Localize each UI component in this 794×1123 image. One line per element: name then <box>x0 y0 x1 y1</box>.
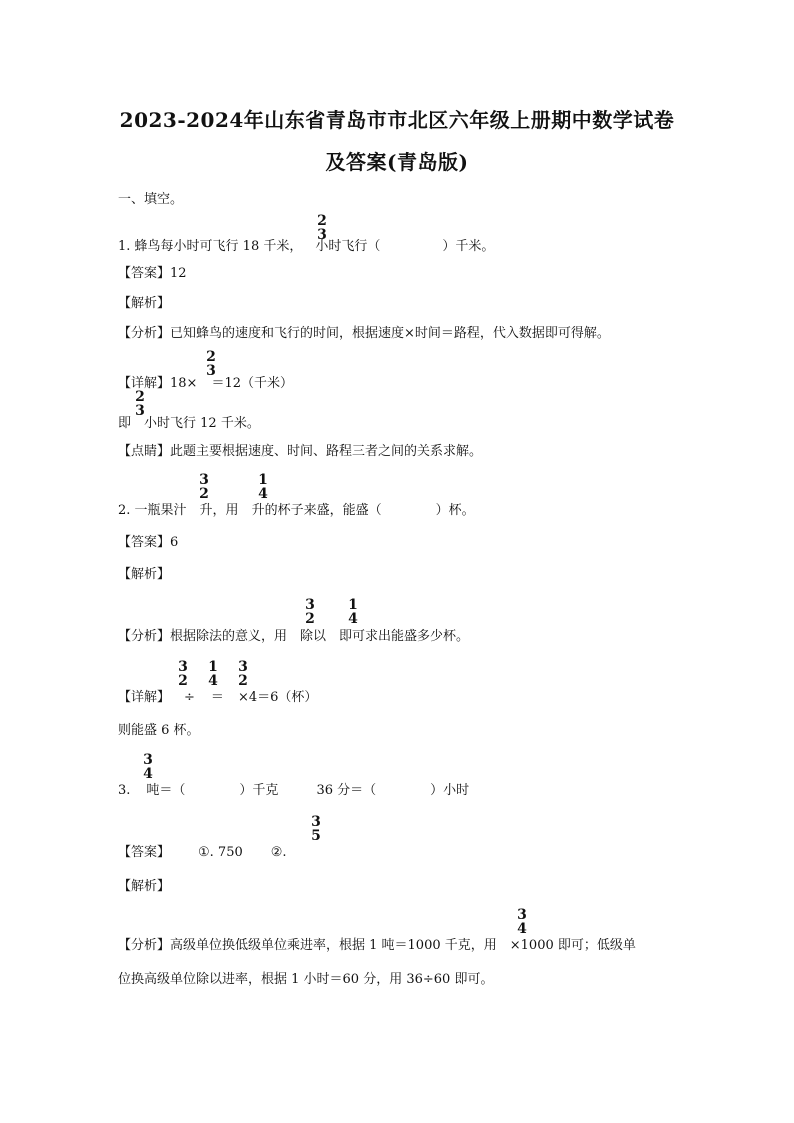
q3-text-b: ）千克 <box>239 783 279 798</box>
q1-text-pre: 1. 蜂鸟每小时可飞行 18 千米， <box>118 239 303 254</box>
q2-fenxi <box>118 625 469 644</box>
q2-question <box>118 499 475 518</box>
q2-fraction-2 <box>257 473 269 501</box>
frac-numerator: 2 <box>135 389 145 405</box>
q1-xiangjie-pre: 【详解】18× <box>118 376 198 391</box>
q3-question <box>118 779 469 798</box>
q1-jiexi: 【解析】 <box>118 296 171 311</box>
frac-denominator: 4 <box>208 673 218 689</box>
q3-text-d: ）小时 <box>430 783 470 798</box>
q3-answer-2: ②. <box>270 845 287 860</box>
frac-numerator: 2 <box>317 213 327 229</box>
q2-fenxi-pre: 【分析】根据除法的意义，用 <box>118 629 288 644</box>
q2-text-mid: 升，用 <box>199 503 239 518</box>
frac-denominator: 3 <box>135 403 145 419</box>
q1-xiangjie-post: ＝12（千米） <box>211 376 293 391</box>
frac-denominator: 2 <box>178 673 188 689</box>
q3-fenxi-pre: 【分析】高级单位换低级单位乘进率，根据 1 吨＝1000 千克，用 <box>118 938 497 953</box>
frac-denominator: 4 <box>258 486 268 502</box>
doc-title-line2: 及答案(青岛版) <box>325 150 469 174</box>
frac-denominator: 4 <box>517 921 527 937</box>
frac-denominator: 3 <box>206 363 216 379</box>
q1-fenxi: 【分析】已知蜂鸟的速度和飞行的时间，根据速度×时间＝路程，代入数据即可得解。 <box>118 326 610 341</box>
frac-numerator: 3 <box>517 907 527 923</box>
q2-eq-sign: ＝ <box>210 690 224 705</box>
q2-ze: 则能盛 6 杯。 <box>118 723 200 738</box>
q3-answer <box>118 841 287 860</box>
frac-numerator: 1 <box>208 659 218 675</box>
frac-numerator: 3 <box>143 752 153 768</box>
q1-answer: 【答案】12 <box>118 266 187 281</box>
frac-denominator: 4 <box>143 766 153 782</box>
q2-jiexi: 【解析】 <box>118 567 171 582</box>
frac-denominator: 3 <box>317 227 327 243</box>
frac-numerator: 1 <box>348 597 358 613</box>
frac-denominator: 2 <box>305 611 315 627</box>
frac-denominator: 2 <box>199 486 209 502</box>
q3-text-c: 36 分＝（ <box>316 783 377 798</box>
q2-fraction-1 <box>198 473 210 501</box>
q2-xiangjie-post: ×4＝6（杯） <box>237 690 318 705</box>
q3-text-a: 吨＝（ <box>146 783 186 798</box>
frac-numerator: 2 <box>206 349 216 365</box>
frac-denominator: 2 <box>238 673 248 689</box>
q3-jiexi: 【解析】 <box>118 879 171 894</box>
q3-fenxi-fraction <box>516 908 528 936</box>
doc-title-line1: 2023-2024年山东省青岛市市北区六年级上册期中数学试卷 <box>119 108 675 132</box>
q2-xiangjie-fraction-1 <box>177 660 189 688</box>
q3-answer-1: ①. 750 <box>198 845 243 860</box>
q1-question <box>118 235 494 254</box>
q1-dianjing: 【点睛】此题主要根据速度、时间、路程三者之间的关系求解。 <box>118 444 483 459</box>
q2-text-end: ）杯。 <box>435 503 475 518</box>
q2-xiangjie-pre: 【详解】 <box>118 690 171 705</box>
q3-fenxi <box>118 934 636 953</box>
q2-fenxi-mid: 除以 <box>300 629 327 644</box>
frac-numerator: 1 <box>258 472 268 488</box>
q1-text-post: 小时飞行（ <box>315 239 381 254</box>
section-heading: 一、填空。 <box>118 192 184 207</box>
q2-xiangjie-fraction-3 <box>237 660 249 688</box>
q3-fenxi-line2: 位换高级单位除以进率，根据 1 小时＝60 分，用 36÷60 即可。 <box>118 972 494 987</box>
frac-denominator: 5 <box>311 828 321 844</box>
q2-fenxi-fraction-1 <box>304 598 316 626</box>
q3-answer-fraction <box>310 815 322 843</box>
q2-xiangjie-fraction-2 <box>207 660 219 688</box>
frac-numerator: 3 <box>311 814 321 830</box>
q1-ji-post: 小时飞行 12 千米。 <box>144 416 260 431</box>
q1-ji-fraction <box>134 390 146 418</box>
q1-xiangjie-fraction <box>205 350 217 378</box>
q1-ji-pre: 即 <box>118 416 132 431</box>
q3-fraction <box>142 753 154 781</box>
q3-answer-label: 【答案】 <box>118 845 171 860</box>
frac-numerator: 3 <box>199 472 209 488</box>
q2-fenxi-post: 即可求出能盛多少杯。 <box>339 629 470 644</box>
q1-fraction <box>316 214 328 242</box>
q3-num: 3. <box>118 783 131 798</box>
q2-fenxi-fraction-2 <box>347 598 359 626</box>
q1-text-end: ）千米。 <box>442 239 495 254</box>
q3-fenxi-post: ×1000 即可；低级单 <box>509 938 636 953</box>
frac-denominator: 4 <box>348 611 358 627</box>
frac-numerator: 3 <box>238 659 248 675</box>
q2-text-post: 升的杯子来盛，能盛（ <box>251 503 382 518</box>
frac-numerator: 3 <box>178 659 188 675</box>
frac-numerator: 3 <box>305 597 315 613</box>
q2-text-pre: 2. 一瓶果汁 <box>118 503 187 518</box>
q2-div-sign: ÷ <box>184 690 195 705</box>
q2-answer: 【答案】6 <box>118 535 179 550</box>
